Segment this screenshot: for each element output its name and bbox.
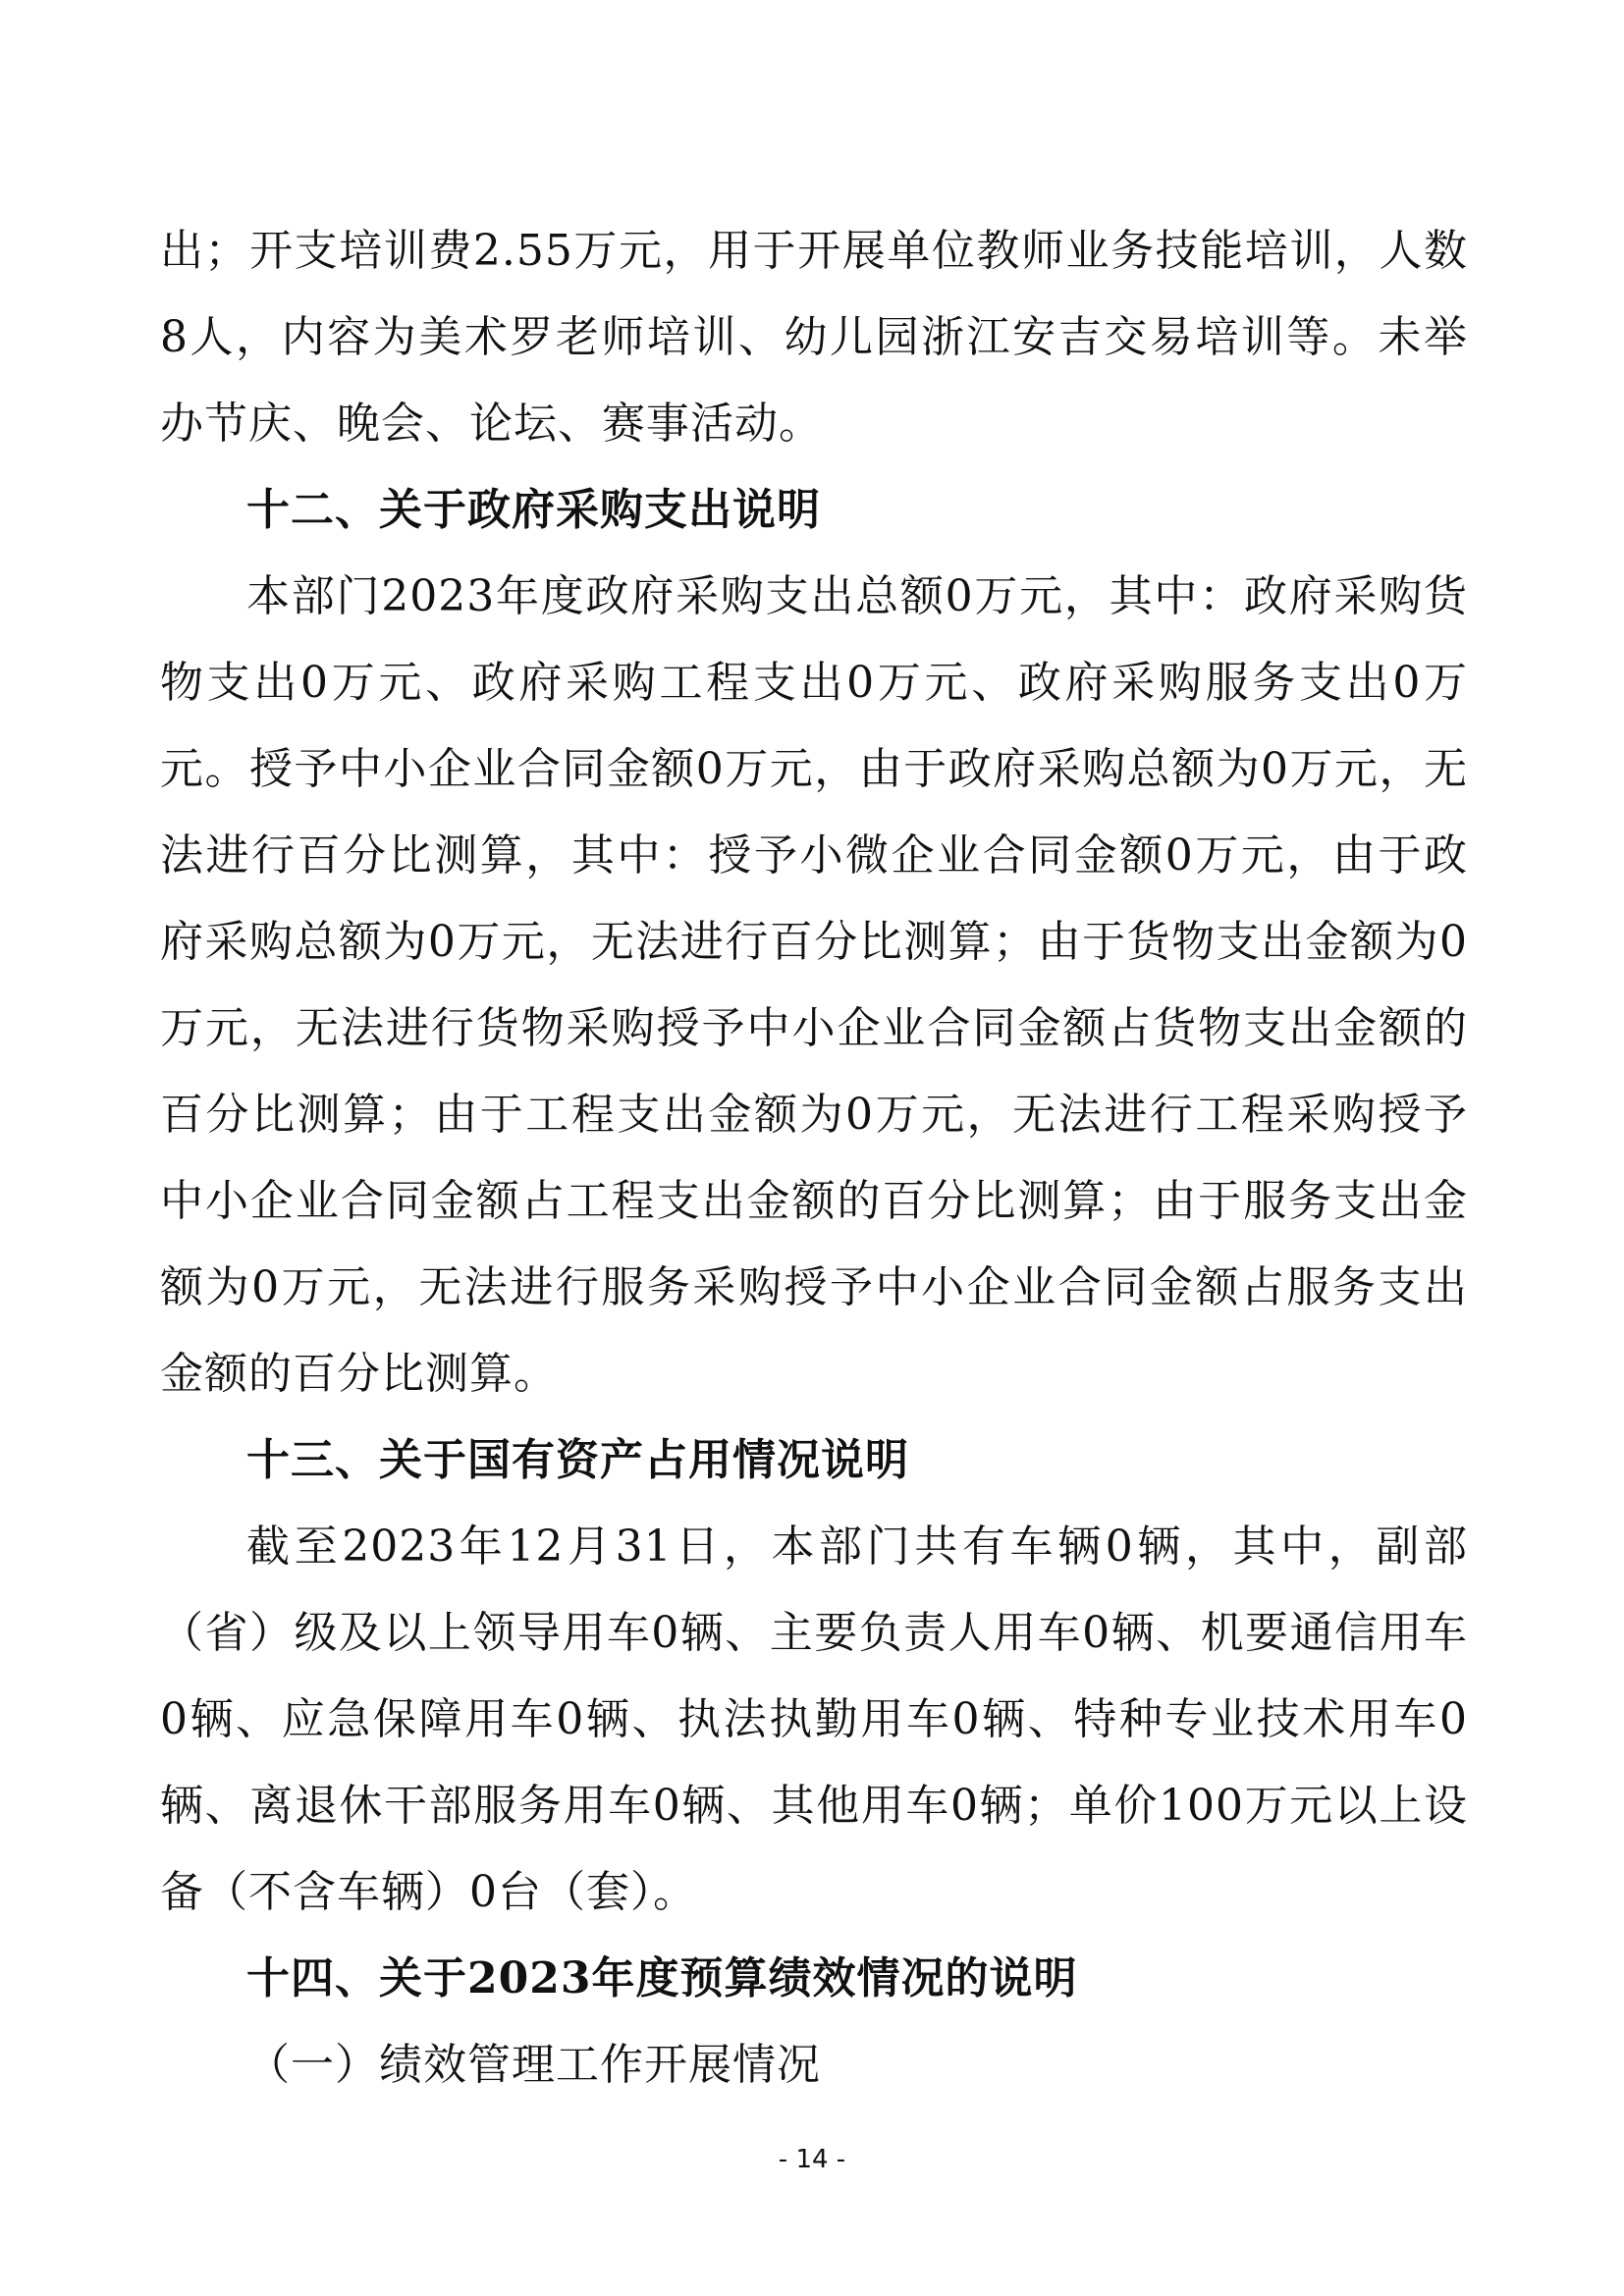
section-heading-government-procurement: 十二、关于政府采购支出说明 xyxy=(246,485,821,535)
paragraph-state-assets: 截至2023年12月31日，本部门共有车辆0辆，其中，副部（省）级及以上领导用车0辆、主要负责人用车0辆、机要通信用车0辆、应急保障用车0辆、执法执勤用车0辆、特种专业技术用车0辆、离退休干部服务用车0辆、其他用车0辆；单价100万元以上设备（不含车辆）0台（套）。 xyxy=(160,1522,1468,1917)
section-heading-budget-performance: 十四、关于2023年度预算绩效情况的说明 xyxy=(246,1953,1078,2003)
page-number: - 14 - xyxy=(778,2145,846,2174)
section-heading-state-assets: 十三、关于国有资产占用情况说明 xyxy=(246,1435,909,1485)
document-body xyxy=(160,208,1468,2109)
paragraph-government-procurement: 本部门2023年度政府采购支出总额0万元，其中：政府采购货物支出0万元、政府采购工程支出0万元、政府采购服务支出0万元。授予中小企业合同金额0万元，由于政府采购总额为0万元，无法进行百分比测算，其中：授予小微企业合同金额0万元，由于政府采购总额为0万元，无法进行百分比测算；由于货物支出金额为0万元，无法进行货物采购授予中小企业合同金额占货物支出金额的百分比测算；由于工程支出金额为0万元，无法进行工程采购授予中小企业合同金额占工程支出金额的百分比测算；由于服务支出金额为0万元，无法进行服务采购授予中小企业合同金额占服务支出金额的百分比测算。 xyxy=(160,571,1468,1399)
paragraph-training-expenses: 出；开支培训费2.55万元，用于开展单位教师业务技能培训，人数8人，内容为美术罗老师培训、幼儿园浙江安吉交易培训等。未举办节庆、晚会、论坛、赛事活动。 xyxy=(160,226,1468,449)
subsection-heading-performance-management: （一）绩效管理工作开展情况 xyxy=(246,2040,821,2090)
